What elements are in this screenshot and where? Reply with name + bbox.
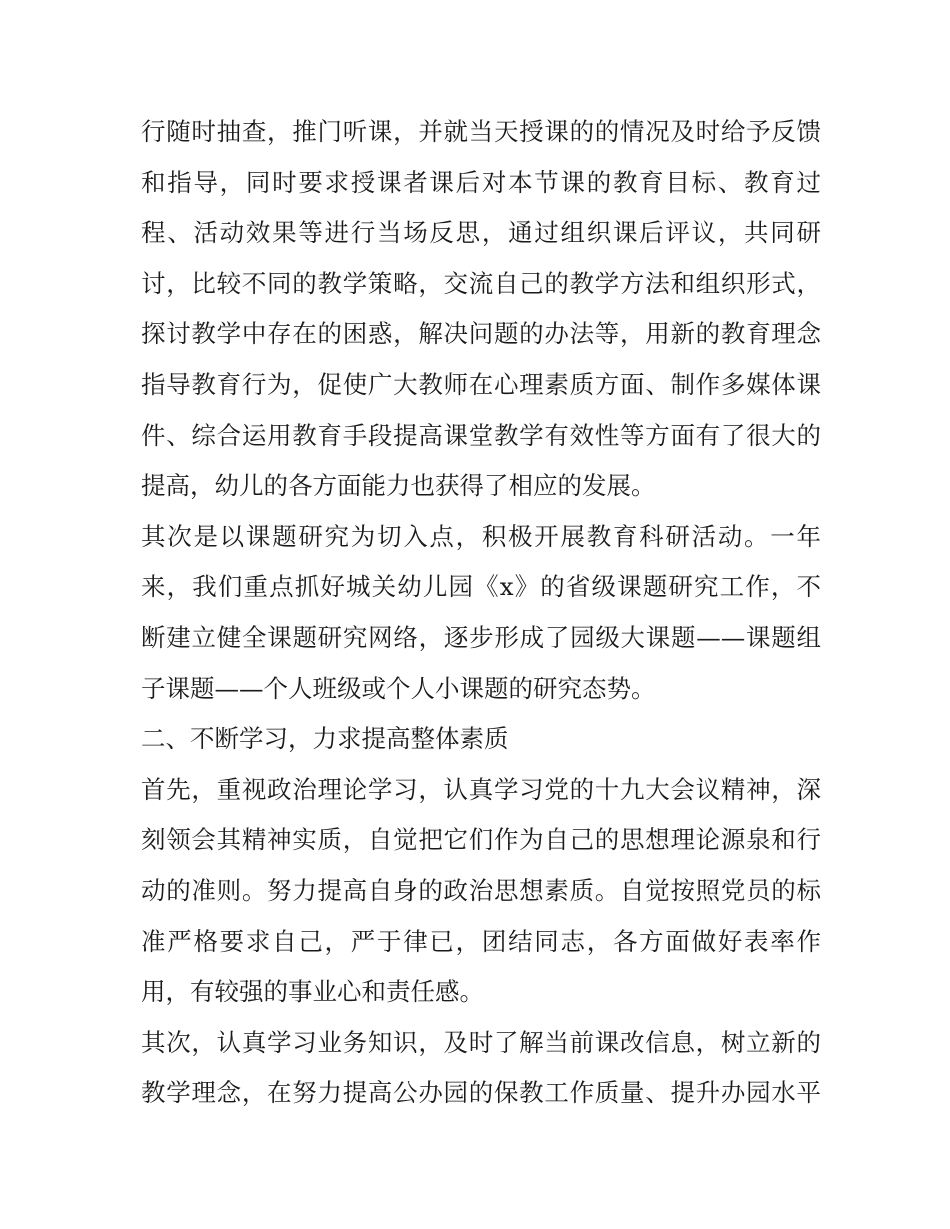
text-line: 动的准则。努力提高自身的政治思想素质。自觉按照党员的标 bbox=[141, 875, 821, 905]
text-line: 指导教育行为，促使广大教师在心理素质方面、制作多媒体课 bbox=[141, 369, 821, 399]
text-line: 件、综合运用教育手段提高课堂教学有效性等方面有了很大的 bbox=[141, 420, 821, 450]
text-line: 教学理念，在努力提高公办园的保教工作质量、提升办园水平 bbox=[141, 1078, 821, 1108]
text-line: 提高，幼儿的各方面能力也获得了相应的发展。 bbox=[141, 471, 656, 501]
text-line: 和指导，同时要求授课者课后对本节课的教育目标、教育过 bbox=[141, 167, 821, 197]
text-line: 来，我们重点抓好城关幼儿园《x》的省级课题研究工作，不 bbox=[141, 572, 821, 602]
text-line: 行随时抽查，推门听课，并就当天授课的的情况及时给予反馈 bbox=[141, 117, 821, 146]
text-line: 其次，认真学习业务知识，及时了解当前课改信息，树立新的 bbox=[141, 1027, 821, 1057]
text-line: 断建立健全课题研究网络，逐步形成了园级大课题——课题组 bbox=[141, 622, 821, 652]
text-line: 程、活动效果等进行当场反思，通过组织课后评议，共同研 bbox=[141, 218, 821, 248]
text-line: 准严格要求自己，严于律已，团结同志，各方面做好表率作 bbox=[141, 926, 821, 956]
text-line: 探讨教学中存在的困惑，解决问题的办法等，用新的教育理念 bbox=[141, 319, 821, 349]
text-line: 讨，比较不同的教学策略，交流自己的教学方法和组织形式， bbox=[141, 268, 821, 298]
section-heading: 二、不断学习，力求提高整体素质 bbox=[141, 724, 509, 754]
body-text bbox=[141, 107, 821, 1119]
text-line: 其次是以课题研究为切入点，积极开展教育科研活动。一年 bbox=[141, 521, 821, 551]
text-line: 用，有较强的事业心和责任感。 bbox=[141, 977, 484, 1007]
text-line: 子课题——个人班级或个人小课题的研究态势。 bbox=[141, 673, 656, 703]
text-line: 刻领会其精神实质，自觉把它们作为自己的思想理论源泉和行 bbox=[141, 825, 821, 855]
text-line: 首先，重视政治理论学习，认真学习党的十九大会议精神，深 bbox=[141, 774, 821, 804]
